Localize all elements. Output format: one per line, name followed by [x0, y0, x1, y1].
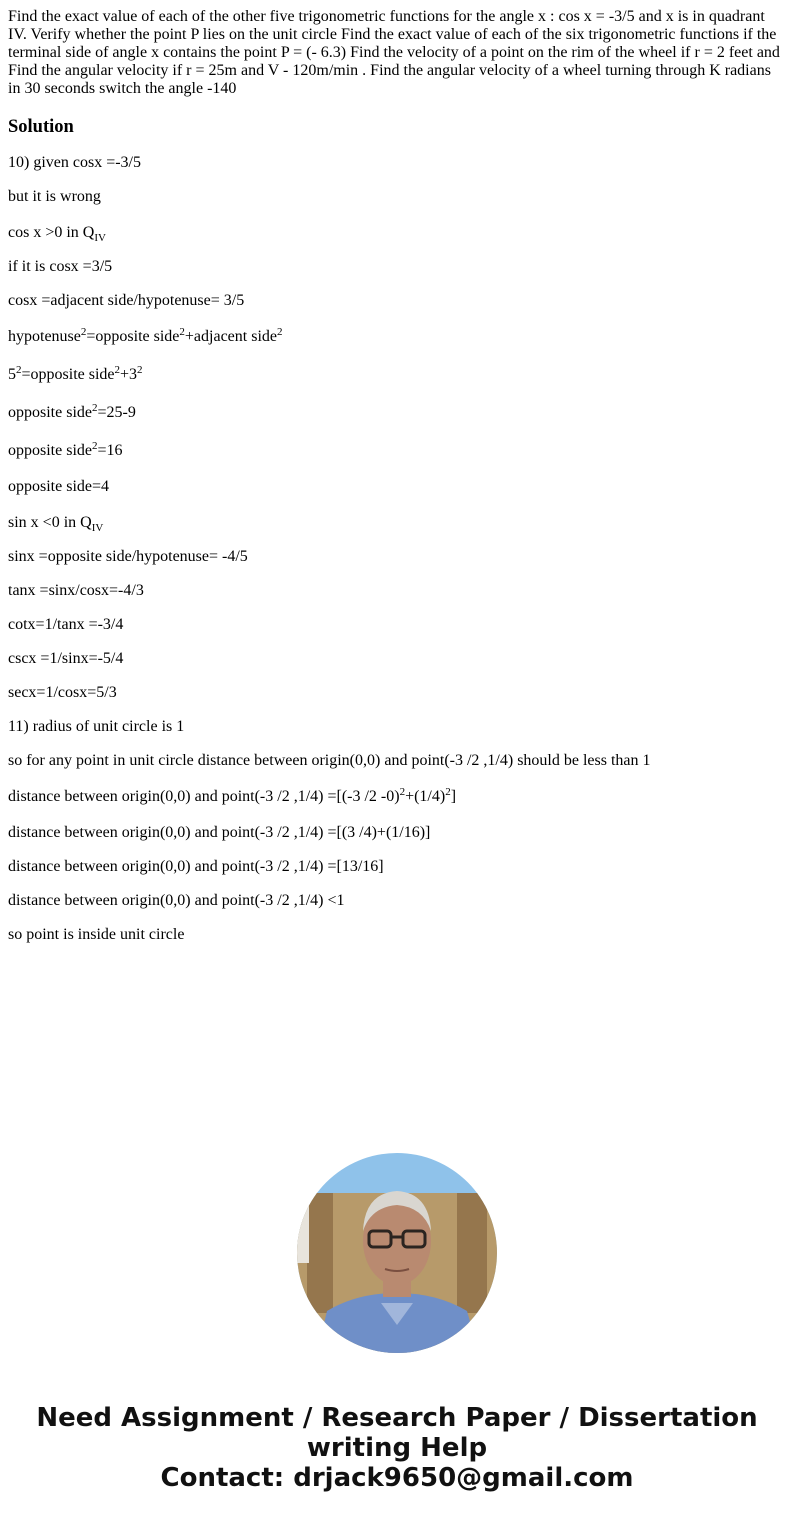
solution-step	[8, 824, 784, 842]
superscript: 2	[92, 402, 98, 414]
step-text: if it is cosx =3/5	[8, 258, 113, 275]
step-text: distance between origin(0,0) and point(-3 /2 ,1/4) =[(3 /4)+(1/16)]	[8, 824, 431, 841]
solution-step	[8, 402, 784, 423]
step-text: so for any point in unit circle distance between origin(0,0) and point(-3 /2 ,1/4) should be less than 1	[8, 752, 651, 769]
step-text: sinx =opposite side/hypotenuse= -4/5	[8, 548, 248, 565]
step-text: +adjacent side	[184, 328, 277, 345]
step-text: distance between origin(0,0) and point(-3 /2 ,1/4) =[13/16]	[8, 858, 384, 875]
author-avatar	[297, 1153, 497, 1353]
solution-step	[8, 478, 784, 496]
question-text: Find the exact value of each of the other five trigonometric functions for the angle x : cos x = -3/5 and x is in quadrant IV. Verify whether the point P lies on the unit circle Find the exact value of each of the six trigonometric functions if the terminal side of angle x contains the point P = (- 6.3) Find the velocity of a point on the rim of the wheel if r = 2 feet and Find the angular velocity if r = 25m and V - 120m/min . Find the angular velocity of a wheel turning through K radians in 30 seconds switch the angle -140	[8, 8, 780, 97]
solution-step	[8, 440, 784, 461]
author-photo-illustration	[297, 1153, 497, 1353]
step-text: =16	[97, 442, 123, 459]
footer-contact: Contact: drjack9650@gmail.com	[160, 1463, 634, 1493]
step-text: ]	[450, 788, 457, 805]
step-text: opposite side=4	[8, 478, 110, 495]
step-text: sin x <0 in Q	[8, 514, 92, 531]
solution-step	[8, 188, 784, 206]
step-text: so point is inside unit circle	[8, 926, 185, 943]
step-text: +3	[120, 366, 138, 383]
solution-step	[8, 258, 784, 276]
step-text: cos x >0 in Q	[8, 224, 95, 241]
solution-step	[8, 752, 784, 770]
step-text: 11) radius of unit circle is 1	[8, 718, 185, 735]
solution-steps	[8, 154, 784, 960]
solution-step	[8, 326, 784, 347]
step-text: cosx =adjacent side/hypotenuse= 3/5	[8, 292, 245, 309]
step-text: =25-9	[97, 404, 136, 421]
step-text: hypotenuse	[8, 328, 81, 345]
solution-step	[8, 616, 784, 634]
subscript: IV	[91, 522, 104, 534]
superscript: 2	[445, 786, 451, 798]
superscript: 2	[276, 326, 283, 338]
step-text: distance between origin(0,0) and point(-3 /2 ,1/4) <1	[8, 892, 345, 909]
step-text: opposite side	[8, 404, 92, 421]
subscript: IV	[94, 232, 106, 244]
superscript: 2	[92, 440, 98, 452]
step-text: cotx=1/tanx =-3/4	[8, 616, 124, 633]
solution-step	[8, 786, 784, 807]
solution-step	[8, 512, 784, 533]
step-text: cscx =1/sinx=-5/4	[8, 650, 124, 667]
step-text: +(1/4)	[405, 788, 446, 805]
step-text: opposite side	[8, 442, 92, 459]
step-text: =opposite side	[21, 366, 115, 383]
step-text: tanx =sinx/cosx=-4/3	[8, 582, 144, 599]
solution-step	[8, 154, 784, 172]
superscript: 2	[137, 364, 143, 376]
solution-step	[8, 718, 784, 736]
solution-step	[8, 292, 784, 310]
step-text: 5	[8, 366, 16, 383]
solution-heading: Solution	[8, 117, 74, 137]
solution-step	[8, 548, 784, 566]
solution-step	[8, 684, 784, 702]
solution-step	[8, 222, 784, 243]
solution-step	[8, 650, 784, 668]
solution-step	[8, 364, 784, 385]
solution-step	[8, 892, 784, 910]
step-text: =opposite side	[86, 328, 180, 345]
step-text: distance between origin(0,0) and point(-3 /2 ,1/4) =[(-3 /2 -0)	[8, 788, 400, 805]
superscript: 2	[179, 326, 185, 338]
superscript: 2	[114, 364, 121, 376]
solution-step	[8, 858, 784, 876]
footer-line-1: Need Assignment / Research Paper / Dissertation	[36, 1403, 758, 1433]
footer-line-2: writing Help	[306, 1433, 488, 1463]
footer-advert	[0, 1403, 794, 1493]
solution-step	[8, 582, 784, 600]
step-text: but it is wrong	[8, 188, 101, 205]
superscript: 2	[80, 326, 87, 338]
superscript: 2	[399, 786, 406, 798]
step-text: 10) given cosx =-3/5	[8, 154, 141, 171]
solution-step	[8, 926, 784, 944]
step-text: secx=1/cosx=5/3	[8, 684, 117, 701]
superscript: 2	[16, 364, 22, 376]
